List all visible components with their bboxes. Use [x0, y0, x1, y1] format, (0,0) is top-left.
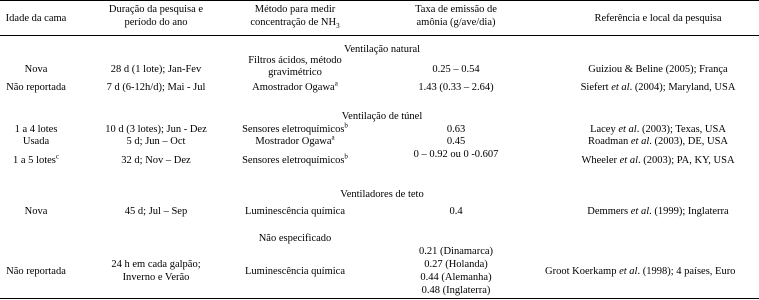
cell-idade: Não reportada [6, 82, 66, 93]
cell-taxa: 0.63 [446, 124, 466, 135]
section-ventilacao-tunel: Ventilação de túnel [341, 111, 423, 122]
cell-referencia: Guiziou & Beline (2005); França [588, 64, 728, 75]
header-idade: Idade da cama [5, 13, 67, 24]
cell-taxa-inglaterra: 0.48 (Inglaterra) [421, 285, 491, 296]
cell-idade: Nova [24, 64, 48, 75]
header-metodo-line2: concentração de $NH_3$ [250, 17, 340, 31]
cell-duracao: 5 d; Jun – Oct [126, 136, 186, 147]
cell-referencia: Roadman et al. (2003), DE, USA [588, 136, 728, 147]
cell-idade: 1 a 5 lotes$^c$ [13, 152, 59, 166]
cell-referencia: Demmers et al. (1999); Inglaterra [587, 206, 729, 217]
cell-metodo-line2: gravimétrico [268, 67, 322, 78]
cell-referencia: Siefert et al. (2004); Maryland, USA [580, 82, 736, 93]
section-ventiladores-teto: Ventiladores de teto [340, 189, 424, 200]
cell-taxa: 0.4 [449, 206, 463, 217]
cell-idade: 1 a 4 lotes [14, 124, 58, 135]
section-ventilacao-natural: Ventilação natural [343, 44, 421, 55]
cell-taxa: 0.25 – 0.54 [432, 64, 480, 75]
cell-referencia: Wheeler et al. (2003); PA, KY, USA [581, 155, 735, 166]
header-metodo-line1: Método para medir [254, 4, 336, 15]
cell-idade: Nova [24, 206, 48, 217]
header-taxa-line1: Taxa de emissão de [415, 4, 497, 15]
header-taxa-line2: amônia (g/ave/dia) [416, 17, 496, 28]
cell-referencia: Lacey et al. (2003); Texas, USA [590, 124, 726, 135]
section-nao-especificado: Não especificado [258, 233, 332, 244]
cell-duracao-line2: Inverno e Verão [122, 272, 190, 283]
header-rule [0, 35, 759, 36]
cell-metodo: Luminescência química [244, 206, 346, 217]
cell-taxa-holanda: 0.27 (Holanda) [424, 259, 488, 270]
cell-duracao: 28 d (1 lote); Jan-Fev [110, 64, 202, 75]
header-duracao-line1: Duração da pesquisa e [108, 4, 204, 15]
cell-duracao: 45 d; Jul – Sep [124, 206, 188, 217]
cell-taxa-dinamarca: 0.21 (Dinamarca) [418, 246, 494, 257]
cell-taxa-alemanha: 0.44 (Alemanha) [420, 272, 492, 283]
cell-duracao: 32 d; Nov – Dez [121, 155, 191, 166]
top-rule [0, 0, 759, 1]
cell-duracao: 7 d (6-12h/d); Mai - Jul [106, 82, 206, 93]
cell-duracao-line1: 24 h em cada galpão; [111, 259, 201, 270]
cell-metodo: Sensores eletroquímicos$^b$ [242, 121, 348, 135]
cell-metodo: Mostrador Ogawa$^a$ [255, 133, 335, 147]
cell-metodo: Amostrador Ogawa$^a$ [252, 79, 338, 93]
cell-metodo-line1: Filtros ácidos, método [248, 55, 342, 66]
cell-idade: Usada [22, 136, 50, 147]
cell-metodo: Sensores eletroquímicos$^b$ [242, 152, 348, 166]
cell-taxa: 0 – 0.92 ou 0 -0.607 [413, 149, 499, 160]
cell-metodo: Luminescência química [244, 266, 346, 277]
cell-idade: Não reportada [6, 266, 66, 277]
bottom-rule [0, 298, 759, 299]
cell-referencia: Groot Koerkamp et al. (1998); 4 países, Euro [545, 266, 736, 277]
cell-taxa: 1.43 (0.33 – 2.64) [418, 82, 494, 93]
cell-duracao: 10 d (3 lotes); Jun - Dez [105, 124, 207, 135]
cell-taxa: 0.45 [446, 136, 466, 147]
header-duracao-line2: período do ano [124, 17, 188, 28]
header-referencia: Referência e local da pesquisa [594, 13, 722, 24]
